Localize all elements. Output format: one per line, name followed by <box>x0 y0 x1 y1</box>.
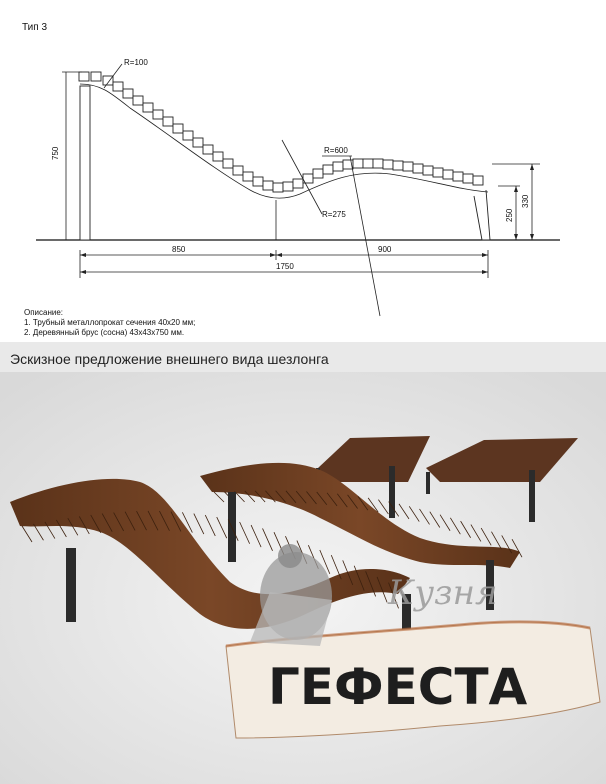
slat <box>423 166 433 175</box>
slat <box>193 138 203 147</box>
description-block <box>24 308 195 338</box>
slat <box>333 162 343 171</box>
dimension-1750-label: 1750 <box>276 262 294 271</box>
slat <box>353 159 363 168</box>
slat <box>123 89 133 98</box>
slat <box>373 159 383 168</box>
description-line-2: 2. Деревянный брус (сосна) 43х43х750 мм. <box>24 328 185 337</box>
radius-275-label: R=275 <box>322 210 346 219</box>
slat <box>203 145 213 154</box>
drawing-type-label: Тип 3 <box>22 22 48 33</box>
slat <box>153 110 163 119</box>
description-heading: Описание: <box>24 308 64 317</box>
logo-text-top: Кузня <box>388 573 498 613</box>
lounger-render-image <box>0 342 606 784</box>
dimension-250-label: 250 <box>505 208 514 222</box>
dimension-900-label: 900 <box>378 245 392 254</box>
slat <box>133 96 143 105</box>
slat <box>91 72 101 81</box>
slat <box>243 172 253 181</box>
slat <box>383 160 393 169</box>
slat <box>443 170 453 179</box>
slat <box>263 181 273 190</box>
frame-leg-left <box>80 86 90 240</box>
slat <box>433 168 443 177</box>
slat <box>453 172 463 181</box>
render-title: Эскизное предложение внешнего вида шезлонга <box>10 351 329 367</box>
slat <box>223 159 233 168</box>
logo-text-main: ГЕФЕСТА <box>268 658 528 716</box>
radius-600-label: R=600 <box>324 146 348 155</box>
slat <box>113 82 123 91</box>
slat <box>213 152 223 161</box>
slat <box>79 72 89 81</box>
dimension-850-label: 850 <box>172 245 186 254</box>
slat <box>293 179 303 188</box>
leader-r600 <box>350 156 380 316</box>
slat <box>463 174 473 183</box>
slat <box>253 177 263 186</box>
description-line-1: 1. Трубный металлопрокат сечения 40х20 мм; <box>24 318 196 327</box>
dimension-330-label: 330 <box>521 194 530 208</box>
slat <box>473 176 483 185</box>
slat <box>273 183 283 192</box>
slat <box>363 159 373 168</box>
slat <box>163 117 173 126</box>
radius-100-label: R=100 <box>124 58 148 67</box>
slat <box>173 124 183 133</box>
lounger-profile-drawing <box>0 0 606 342</box>
slats-profile <box>79 72 483 192</box>
slat <box>313 169 323 178</box>
render-panel <box>0 342 606 784</box>
slat <box>393 161 403 170</box>
slat <box>283 182 293 191</box>
slat <box>413 164 423 173</box>
slat <box>233 166 243 175</box>
dimension-750-label: 750 <box>51 146 60 160</box>
slat <box>403 162 413 171</box>
slat <box>183 131 193 140</box>
frame-leg-right <box>474 190 490 240</box>
technical-drawing <box>0 0 606 342</box>
slat <box>143 103 153 112</box>
slat <box>323 165 333 174</box>
